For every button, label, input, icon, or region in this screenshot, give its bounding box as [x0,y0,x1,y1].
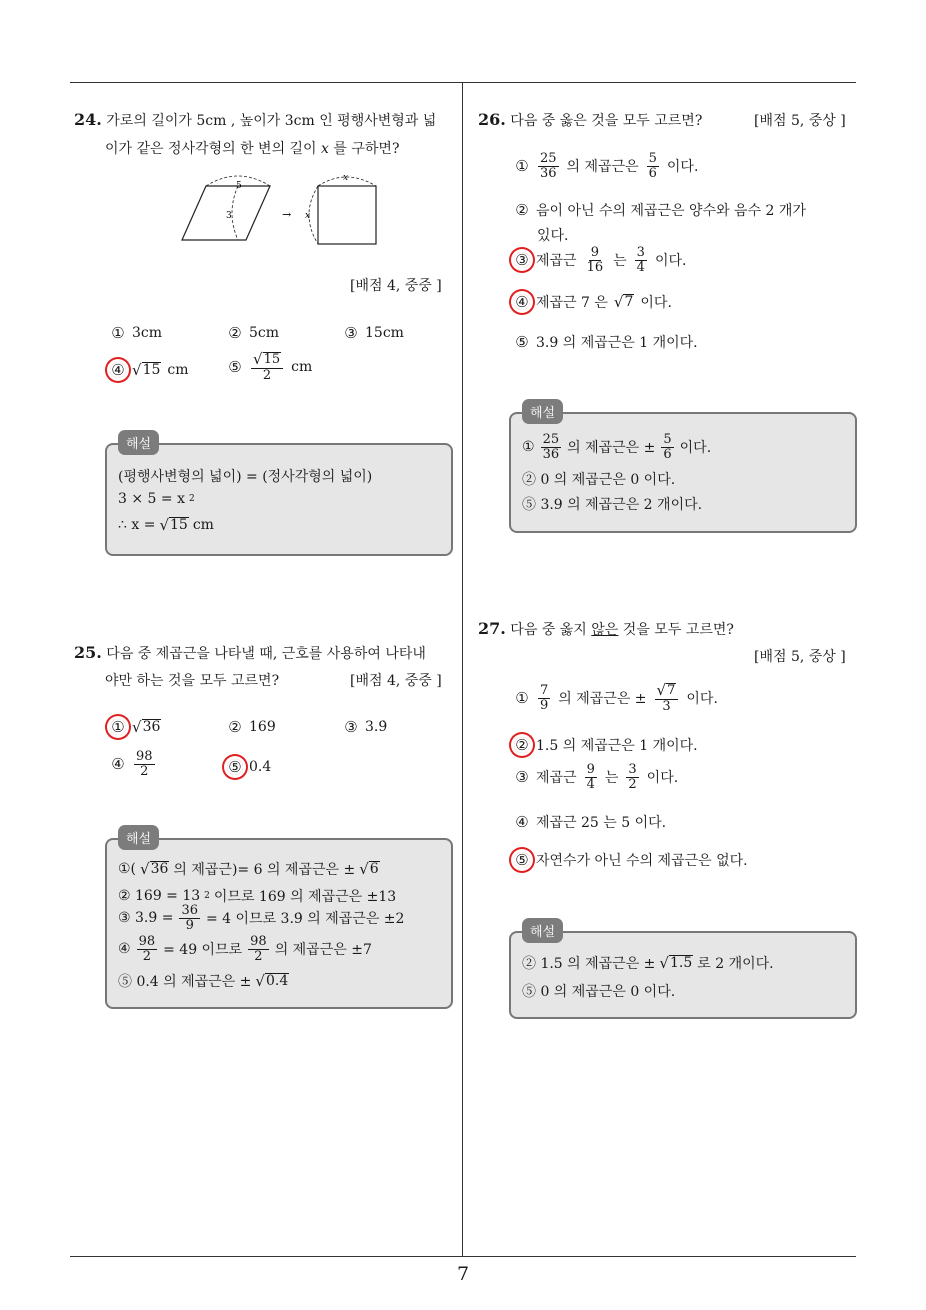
q27-opt1-num: 7 [540,683,549,699]
fraction [541,433,562,461]
q25-option-2[interactable] [227,719,276,735]
fraction [626,763,638,791]
fraction [248,935,269,963]
q25-option-4[interactable] [110,750,157,778]
q26-opt1-end: 이다. [666,159,699,176]
q25-option-1[interactable] [110,719,161,735]
q26-opt2-line1: 음이 아닌 수의 제곱근은 양수와 음수 2 개가 [536,203,806,219]
q24-option-5-den: 2 [262,367,272,383]
q27-solution-line1 [522,953,774,973]
q24-option-1-text: 3cm [132,325,163,341]
q25-number: 25. [74,643,102,662]
q26-option-5[interactable] [514,332,698,352]
q25-solution-line4 [118,935,372,963]
sqrt-symbol: √ 36 [140,860,169,879]
q26-option-1[interactable] [514,152,698,180]
fraction [179,904,200,932]
q25-option-3[interactable] [343,719,387,735]
q27-option-4-mark: ④ [515,813,529,831]
q25-option-3-text: 3.9̇ [365,719,388,735]
q26-opt3-den: 16 [586,259,604,275]
q26-opt3-end: 이다. [654,253,687,270]
q25-sol-4b: = 49 이므로 [163,942,243,959]
q27-opt2-text: 1.5 의 제곱근은 1 개이다. [536,738,698,754]
q24-option-4-mark: ④ [111,361,125,380]
q25-sol-4-den2: 2 [254,948,263,964]
q26-option-4[interactable] [514,292,672,312]
q24-option-1-mark: ① [111,324,125,342]
q25-solution-line5 [118,971,289,991]
q25-sol-1-rad: 36 [150,860,169,877]
fraction: √ 15 2 [251,352,283,383]
q26-opt3-den2: 4 [636,259,645,275]
q25-sol-2b: 이므로 169 의 제곱근은 ±13 [213,889,397,905]
q24-solution-line3-rad: 15 [170,517,188,533]
q27-opt3-den: 4 [586,776,595,792]
q25-option-5-text: 0.4 [249,759,272,775]
q26-sol-1-den: 36 [542,446,560,462]
q27-meta: [배점 5, 중상 ] [754,649,846,665]
q24-solution-line3-unit: cm [192,517,214,534]
q25-sol-5a: ⑤ 0.4 의 제곱근은 ± [118,974,252,990]
q24-solution-line1: (평행사변형의 넓이) = (정사각형의 넓이) [118,469,373,485]
q27-opt1-mid: 의 제곱근은 ± [558,691,647,708]
q26-opt1-den2: 6 [648,165,657,181]
q26-text-1: 다음 중 옳은 것을 모두 고르면? [510,113,703,129]
q25-sol-4-num: 98 [138,934,156,949]
q24-option-4[interactable] [110,362,189,378]
q25-option-4-den: 2 [140,763,149,779]
fraction [635,246,647,274]
fraction [661,433,673,461]
q26-option-2-cont: 있다. [537,228,569,244]
right-column [462,0,926,1258]
q27-option-2[interactable] [514,735,698,755]
q26-option-2-mark: ② [515,201,529,219]
q26-opt4-rad: 7 [624,293,634,310]
q27-opt1-end: 이다. [686,691,718,708]
q24-option-5-radicand: 15 [263,352,281,367]
sqrt-symbol: √ 15 [159,516,188,535]
q25-solution-line1 [118,859,380,879]
q25-option-4-mark: ④ [111,755,125,774]
q27-opt3-pre: 제곱근 [536,770,577,787]
q27-option-3-mark: ③ [515,768,529,787]
q26-opt1-den: 36 [540,165,557,181]
q27-sol-1b: 로 2 개이다. [697,956,774,972]
q24-fig-label-x-top: x [343,173,349,183]
q27-opt3-den2: 2 [628,776,637,792]
sqrt-symbol: √ 0.4 [255,972,289,991]
q25-option-3-mark: ③ [344,718,358,736]
q26-sol-1b: 의 제곱근은 ± [567,440,656,457]
q27-sol-1-rad: 1.5 [669,954,693,971]
q24-option-2[interactable] [227,325,279,341]
q24-option-3-text: 15cm [365,325,404,341]
q25-sol-3-den: 9 [185,917,194,933]
q25-option-2-text: 169 [249,719,276,735]
q27-opt3-num2: 3 [628,762,637,777]
q24-text-1: 가로의 길이가 5cm , 높이가 3cm 인 평행사변형과 넓 [106,113,437,129]
q25-sol-3b: = 4 이므로 3.9̇ 의 제곱근은 ±2 [206,911,405,928]
sqrt-symbol: √ 1.5 [659,954,693,973]
q27-option-1-mark: ① [515,689,529,708]
q24-line2 [105,138,399,158]
q27-opt1-den2: 3 [662,698,671,714]
q27-number: 27. [478,619,506,638]
q25-option-4-num: 98 [136,749,153,764]
q24-solution-line2-sup: 2 [188,494,195,504]
q25-sol-4-num2: 98 [250,934,267,949]
q24-fig-label-x-side: x [305,211,311,221]
q26-option-3-mark: ③ [515,251,529,270]
q24-number: 24. [74,110,102,129]
q27-opt4-text: 제곱근 25 는 5 이다. [536,815,667,831]
q26-sol-1-den2: 6 [663,446,672,462]
q26-opt1-mid: 의 제곱근은 [566,159,639,176]
fraction [538,152,559,180]
q27-option-5[interactable] [514,850,748,870]
page-number: 7 [456,1263,470,1285]
q27-solution-box [509,931,857,1019]
q27-line1 [478,619,734,639]
q24-option-5-unit: cm [291,359,313,376]
q25-line2: 야만 하는 것을 모두 고르면? [105,673,280,689]
q27-sol-1a: ② 1.5 의 제곱근은 ± [522,956,656,972]
q25-sol-1b: 의 제곱근)= 6 의 제곱근은 ± [173,862,356,878]
q24-option-4-radicand: 15 [142,362,161,378]
q26-sol-1-num: 25 [542,432,560,447]
q24-solution-line3 [118,517,214,533]
fraction [137,935,158,963]
q25-sol-4c: 의 제곱근은 ±7 [274,942,372,959]
q26-sol-1c: 이다. [679,440,712,457]
q26-opt3-pre: 제곱근 [536,253,577,270]
fraction: √ 7 3 [655,683,679,714]
q25-option-5-mark: ⑤ [228,758,242,776]
q25-sol-1-rad2: 6 [369,860,379,877]
q25-text-1: 다음 중 제곱근을 나타낼 때, 근호를 사용하여 나타내 [106,646,426,662]
q24-text-2a: 이가 같은 정사각형의 한 변의 길이 [105,141,317,157]
q26-opt1-num2: 5 [648,151,657,166]
arrow-icon: → [282,208,292,221]
q27-text-underline: 않은 [591,622,619,638]
q27-option-4[interactable] [514,812,666,832]
q24-option-3-mark: ③ [344,324,358,342]
q27-solution-tab: 해설 [522,918,563,943]
q27-text-1b: 것을 모두 고르면? [618,622,734,638]
q25-sol-4-den: 2 [142,948,151,964]
q26-opt4-end: 이다. [640,295,672,311]
sqrt-symbol: √ 7 [613,293,634,312]
q27-text-1a: 다음 중 옳지 [510,622,592,638]
fraction [585,246,606,274]
sqrt-symbol: √ 36 [132,718,161,737]
q27-solution-line2: ⑤ 0 의 제곱근은 0 이다. [522,984,676,1000]
q24-var-x: x [321,141,329,157]
q24-option-2-mark: ② [228,324,242,342]
q26-opt3-num: 9 [590,245,599,260]
sqrt-symbol: √ 15 [132,361,161,380]
q27-opt3-num: 9 [586,762,595,777]
q26-opt3-mid: 는 [613,253,627,270]
q26-option-5-mark: ⑤ [515,333,529,351]
q26-meta: [배점 5, 중상 ] [754,113,846,129]
q25-option-2-mark: ② [228,718,242,736]
q27-opt5-text: 자연수가 아닌 수의 제곱근은 없다. [536,853,748,869]
q26-option-3[interactable] [514,246,686,274]
q26-number: 26. [478,110,506,129]
q26-option-1-mark: ① [515,157,529,176]
q25-sol-5-rad: 0.4 [265,972,289,989]
q24-solution-line2 [118,491,195,507]
q27-opt3-end: 이다. [646,770,679,787]
q26-solution-line3: ⑤ 3.9 의 제곱근은 2 개이다. [522,497,703,513]
q25-option-1-mark: ① [111,718,125,737]
q24-solution-tab: 해설 [118,430,159,455]
q26-opt3-num2: 3 [636,245,645,260]
q24-fig-label-5: 5 [236,181,242,191]
left-column [0,0,462,1258]
q26-sol-1-num2: 5 [663,432,672,447]
q27-option-1[interactable] [514,683,718,714]
q26-solution-tab: 해설 [522,399,563,424]
q24-figure [178,170,388,250]
q26-line1 [478,110,702,130]
q24-meta: [배점 4, 중중 ] [350,278,442,294]
fraction [538,684,550,712]
q24-text-2b: 를 구하면? [333,141,400,157]
q24-option-5[interactable] [227,352,312,383]
q25-solution-line3 [118,904,404,932]
fraction [585,763,597,791]
fraction [134,750,155,778]
q27-opt3-mid: 는 [604,770,619,787]
q25-sol-3-num: 36 [181,903,198,918]
sqrt-symbol: √ 6 [359,860,379,879]
q27-option-5-mark: ⑤ [515,851,529,869]
q26-solution-line1 [522,433,711,461]
q24-option-1[interactable] [110,325,162,341]
q25-meta: [배점 4, 중중 ] [350,673,442,689]
q25-sol-1a: ①( [118,861,137,877]
q24-solution-line3-a: ∴ x = [118,517,156,534]
q24-line1 [74,110,436,130]
q25-sol-4a: ④ [118,941,131,958]
q24-option-4-unit: cm [167,362,189,379]
q26-option-2[interactable] [514,200,806,220]
q24-option-2-text: 5cm [249,325,280,341]
q26-opt4-pre: 제곱근 7 은 [536,295,608,311]
q25-line1 [74,643,426,663]
q24-option-3[interactable] [343,325,404,341]
q25-option-5[interactable] [227,759,271,775]
q27-option-3[interactable] [514,763,678,791]
q27-option-2-mark: ② [515,736,529,754]
q25-option-1-radicand: 36 [142,719,161,735]
q27-opt1-den: 9 [540,697,549,713]
q26-solution-line2: ② 0 의 제곱근은 0 이다. [522,472,676,488]
q25-sol-2-sup: 2 [204,891,210,901]
q25-sol-3a: ③ 3.9̇ = [118,910,174,927]
q26-opt5-text: 3.9 의 제곱근은 1 개이다. [536,335,698,351]
q25-solution-line2 [118,886,396,906]
q25-solution-tab: 해설 [118,825,159,850]
q24-option-5-mark: ⑤ [228,358,242,377]
q24-solution-line2-a: 3 × 5 = x [118,491,185,507]
fraction [647,152,659,180]
q26-option-4-mark: ④ [515,293,529,311]
q26-sol-1a: ① [522,439,535,456]
q24-fig-label-3: 3 [226,211,232,221]
q25-sol-2a: ② 169 = 13 [118,888,201,904]
q26-opt1-num: 25 [540,151,557,166]
q27-opt1-rad: 7 [667,683,676,698]
